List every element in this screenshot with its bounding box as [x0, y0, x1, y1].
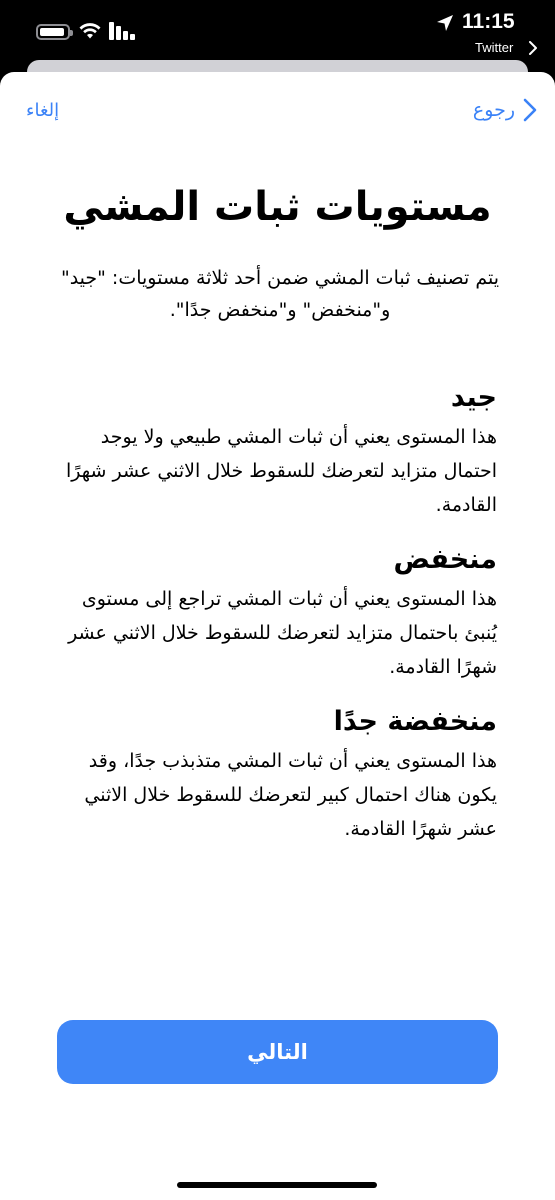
location-arrow-icon	[436, 14, 454, 32]
next-button[interactable]: التالي	[57, 1020, 498, 1084]
cancel-button[interactable]: إلغاء	[26, 100, 60, 121]
page-title: مستويات ثبات المشي	[63, 184, 492, 230]
status-time: 11:15	[462, 10, 515, 33]
back-to-app-label[interactable]: Twitter	[475, 40, 514, 55]
back-button-label: رجوع	[472, 99, 515, 121]
cellular-signal-icon	[109, 22, 137, 40]
level-heading: منخفض	[393, 544, 497, 575]
battery-icon	[36, 24, 70, 40]
level-section-very-low	[47, 704, 497, 846]
back-button[interactable]	[473, 98, 537, 122]
status-bar	[0, 0, 555, 66]
wifi-icon	[78, 20, 102, 40]
chevron-right-icon	[528, 41, 538, 55]
chevron-right-icon	[523, 98, 537, 122]
level-description: هذا المستوى يعني أن ثبات المشي طبيعي ولا يوجد احتمال متزايد لتعرضك للسقوط خلال الاثني عشر شهرًا القادمة.	[66, 426, 497, 516]
level-description: هذا المستوى يعني أن ثبات المشي متذبذب جدًا، وقد يكون هناك احتمال كبير لتعرضك للسقوط خلال الاثني عشر شهرًا القادمة.	[84, 750, 497, 840]
level-section-low	[47, 542, 497, 684]
level-section-good	[47, 380, 497, 522]
level-heading: منخفضة جدًا	[333, 706, 497, 737]
modal-sheet	[0, 72, 555, 1200]
level-heading: جيد	[450, 382, 497, 413]
level-description: هذا المستوى يعني أن ثبات المشي تراجع إلى مستوى يُنبئ باحتمال متزايد لتعرضك للسقوط خلال الاثني عشر شهرًا القادمة.	[68, 588, 497, 678]
intro-text: يتم تصنيف ثبات المشي ضمن أحد ثلاثة مستويات: "جيد" و"منخفض" و"منخفض جدًا".	[60, 267, 500, 321]
home-indicator	[177, 1182, 377, 1188]
